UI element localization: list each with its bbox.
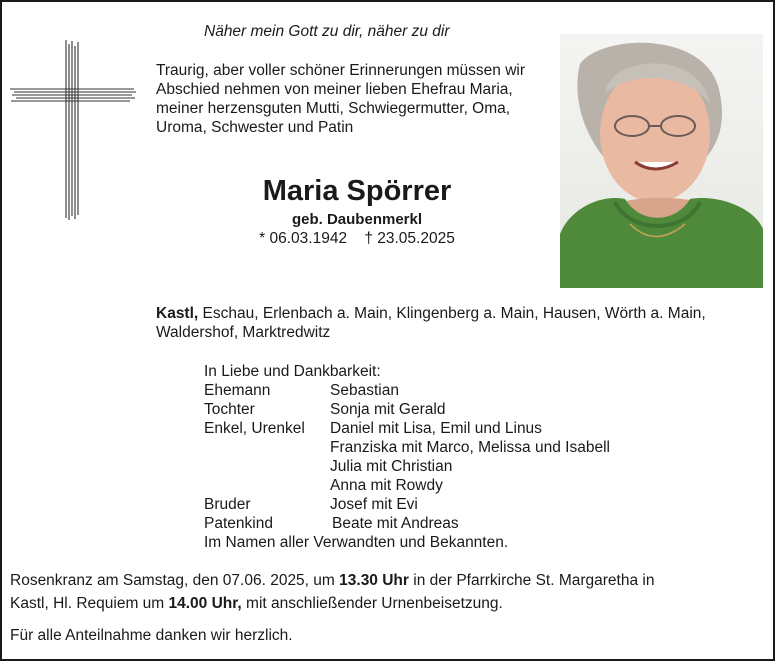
relative-name: Anna mit Rowdy bbox=[330, 477, 443, 494]
relative-name: Daniel mit Lisa, Emil und Linus bbox=[330, 420, 542, 437]
birth-date: * 06.03.1942 bbox=[259, 230, 348, 247]
relative-name: Julia mit Christian bbox=[330, 458, 453, 475]
service-text: Kastl, Hl. Requiem um bbox=[10, 595, 169, 612]
places-list bbox=[156, 304, 756, 342]
life-dates bbox=[202, 229, 512, 248]
family-closing: Im Namen aller Verwandten und Bekannten. bbox=[204, 534, 509, 551]
intro-line: Traurig, aber voller schöner Erinnerungen müssen wir bbox=[156, 62, 526, 79]
intro-line: meiner herzensguten Mutti, Schwiegermutter, Oma, bbox=[156, 100, 511, 117]
deceased-name: Maria Spörrer bbox=[262, 175, 452, 207]
requiem-time: 14.00 Uhr, bbox=[168, 595, 242, 612]
maiden-name: geb. Daubenmerkl bbox=[291, 211, 423, 228]
service-text: Rosenkranz am Samstag, den 07.06. 2025, um bbox=[10, 572, 340, 589]
relative-names bbox=[330, 419, 610, 495]
primary-place: Kastl, bbox=[156, 305, 199, 322]
relation-label: Enkel, Urenkel bbox=[204, 420, 305, 437]
relative-name: Sebastian bbox=[330, 382, 399, 399]
relation-label: Tochter bbox=[204, 401, 255, 418]
portrait-photo bbox=[560, 34, 763, 288]
family-list bbox=[204, 362, 610, 552]
thanks-line: Für alle Anteilnahme danken wir herzlich. bbox=[10, 627, 293, 644]
relative-row bbox=[204, 419, 610, 495]
death-date: † 23.05.2025 bbox=[364, 230, 455, 247]
relative-names bbox=[330, 381, 399, 400]
relative-name: Beate mit Andreas bbox=[332, 515, 459, 532]
relation-label: Ehemann bbox=[204, 382, 271, 399]
relative-name: Josef mit Evi bbox=[330, 496, 418, 513]
family-heading: In Liebe und Dankbarkeit: bbox=[204, 363, 381, 380]
relative-names bbox=[330, 400, 445, 419]
service-info bbox=[10, 569, 760, 615]
places-line1: Eschau, Erlenbach a. Main, Klingenberg a. Main, Hausen, Wörth a. Main, bbox=[202, 305, 706, 322]
relation-label: Bruder bbox=[204, 496, 251, 513]
relative-row bbox=[204, 381, 610, 400]
service-text: mit anschließender Urnenbeisetzung. bbox=[241, 595, 503, 612]
motto: Näher mein Gott zu dir, näher zu dir bbox=[204, 23, 450, 40]
relative-name: Franziska mit Marco, Melissa und Isabell bbox=[330, 439, 610, 456]
intro-text bbox=[156, 61, 556, 137]
relation-label: Patenkind bbox=[204, 515, 273, 532]
relative-names bbox=[330, 514, 459, 533]
intro-line: Uroma, Schwester und Patin bbox=[156, 119, 354, 136]
relative-row bbox=[204, 400, 610, 419]
service-line1 bbox=[10, 569, 760, 592]
service-text: in der Pfarrkirche St. Margaretha in bbox=[408, 572, 655, 589]
intro-line: Abschied nehmen von meiner lieben Ehefrau Maria, bbox=[156, 81, 513, 98]
service-line2 bbox=[10, 592, 760, 615]
relative-row bbox=[204, 514, 610, 533]
places-line2: Waldershof, Marktredwitz bbox=[156, 324, 331, 341]
cross-icon bbox=[10, 40, 136, 220]
relative-row bbox=[204, 495, 610, 514]
relative-names bbox=[330, 495, 418, 514]
rosary-time: 13.30 Uhr bbox=[339, 572, 409, 589]
relative-name: Sonja mit Gerald bbox=[330, 401, 446, 418]
